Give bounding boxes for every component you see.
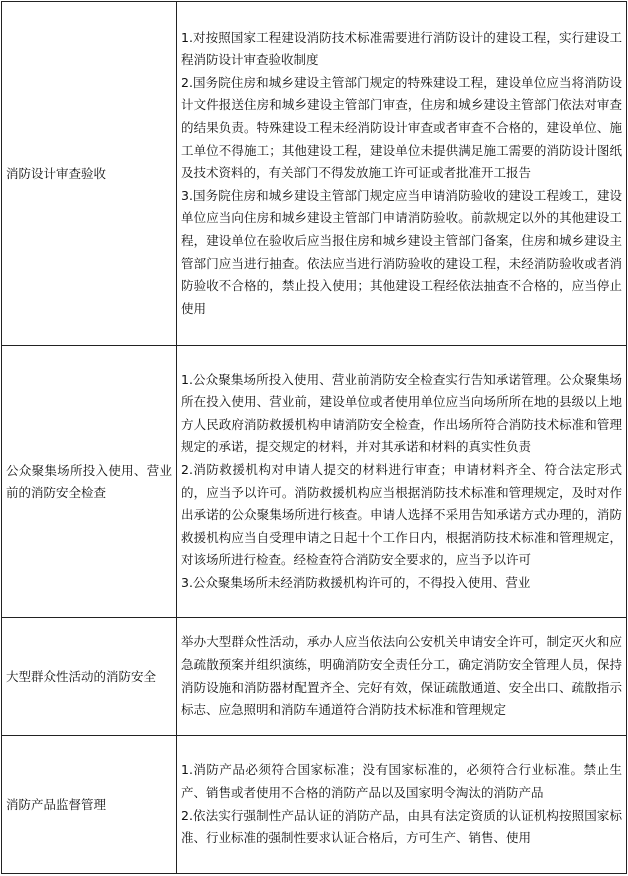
category-cell: 大型群众性活动的消防安全 [2,618,177,736]
category-cell: 公众聚集场所投入使用、营业前的消防安全检查 [2,346,177,618]
description-item: 2.国务院住房和城乡建设主管部门规定的特殊建设工程，建设单位应当将消防设计文件报送住房和城乡建设主管部门审查，住房和城乡建设主管部门依法对审查的结果负责。特殊建设工程未经消防设计审查或者审查不合格的，建设单位、施工单位不得施工；其他建设工程，建设单位未提供满足施工需要的消防设计图纸及技术资料的，有关部门不得发放施工许可证或者批准开工报告 [181,74,622,181]
description-item: 举办大型群众性活动，承办人应当依法向公安机关申请安全许可，制定灭火和应急疏散预案并组织演练，明确消防安全责任分工，确定消防安全管理人员，保持消防设施和消防器材配置齐全、完好有效，保证疏散通道、安全出口、疏散指示标志、应急照明和消防车通道符合消防技术标准和管理规定 [181,634,622,718]
regulation-table [1,1,627,874]
description-cell [177,2,627,346]
category-cell: 消防产品监督管理 [2,736,177,874]
category-cell: 消防设计审查验收 [2,2,177,346]
description-item: 3.国务院住房和城乡建设主管部门规定应当申请消防验收的建设工程竣工，建设单位应当向住房和城乡建设主管部门申请消防验收。前款规定以外的其他建设工程，建设单位在验收后应当报住房和城乡建设主管部门备案，住房和城乡建设主管部门应当进行抽查。依法应当进行消防验收的建设工程，未经消防验收或者消防验收不合格的，禁止投入使用；其他建设工程经依法抽查不合格的，应当停止使用 [181,187,622,316]
description-cell [177,736,627,874]
table-row [2,346,627,618]
description-item: 3.公众聚集场所未经消防救援机构许可的，不得投入使用、营业 [181,574,531,590]
description-cell [177,618,627,736]
description-cell [177,346,627,618]
description-item: 1.公众聚集场所投入使用、营业前消防安全检查实行告知承诺管理。公众聚集场所在投入使用、营业前，建设单位或者使用单位应当向场所所在地的县级以上地方人民政府消防救援机构申请消防安全检查，作出场所符合消防技术标准和管理规定的承诺，提交规定的材料，并对其承诺和材料的真实性负责 [181,371,622,455]
table-row [2,618,627,736]
description-item: 1.消防产品必须符合国家标准；没有国家标准的，必须符合行业标准。禁止生产、销售或者使用不合格的消防产品以及国家明令淘汰的消防产品 [181,762,622,800]
description-item: 2.消防救援机构对申请人提交的材料进行审查；申请材料齐全、符合法定形式的，应当予以许可。消防救援机构应当根据消防技术标准和管理规定，及时对作出承诺的公众聚集场所进行核查。申请人选择不采用告知承诺方式办理的，消防救援机构应当自受理申请之日起十个工作日内，根据消防技术标准和管理规定，对该场所进行检查。经检查符合消防安全要求的，应当予以许可 [181,461,622,568]
description-item: 1.对按照国家工程建设消防技术标准需要进行消防设计的建设工程，实行建设工程消防设计审查验收制度 [181,29,622,68]
table-row [2,736,627,874]
description-item: 2.依法实行强制性产品认证的消防产品，由具有法定资质的认证机构按照国家标准、行业标准的强制性要求认证合格后，方可生产、销售、使用 [181,807,622,846]
table-row [2,2,627,346]
